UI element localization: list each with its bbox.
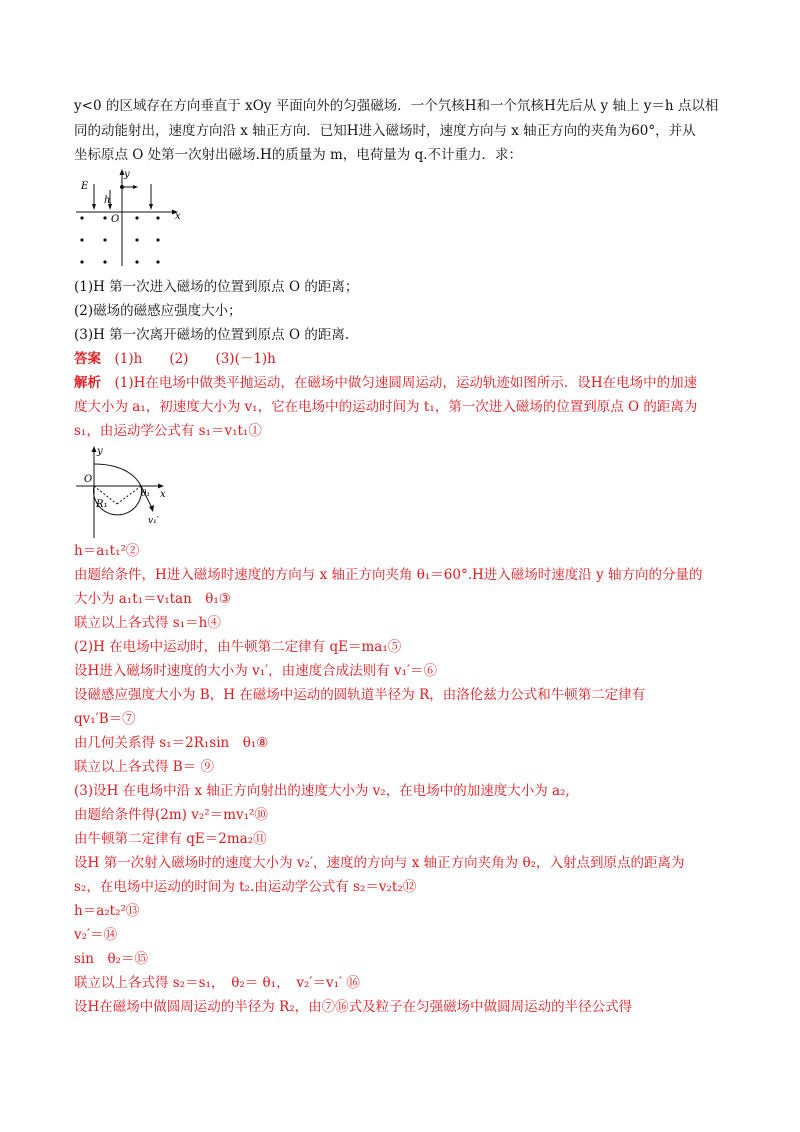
solution-line-2: 度大小为 a₁，初速度大小为 v₁，它在电场中的运动时间为 t₁，第一次进入磁场的位置到原点 O 的距离为: [74, 399, 698, 415]
solution-text-1: (1)H在电场中做类平抛运动，在磁场中做匀速圆周运动，运动轨迹如图所示．设H在电场中的加速: [114, 375, 698, 391]
velocity-label: v₁′: [148, 516, 159, 526]
solution-line: 大小为 a₁t₁＝v₁tan θ₁③: [74, 591, 231, 607]
y-axis-arrow: [92, 446, 97, 452]
solution-line: (2)H 在电场中运动时，由牛顿第二定律有 qE＝ma₁⑤: [74, 639, 402, 655]
solution-line: 设磁感应强度大小为 B，H 在磁场中运动的圆轨道半径为 R，由洛伦兹力公式和牛顿第二定律有: [74, 687, 646, 703]
radius-line-2: [117, 486, 141, 504]
x-label: x: [175, 211, 181, 222]
solution-line: h＝a₁t₁²②: [74, 543, 140, 559]
answer-line: [74, 350, 276, 368]
x-label: x: [160, 489, 166, 500]
field-arrow-1: [92, 204, 96, 210]
problem-line-3: 坐标原点 O 处第一次射出磁场.H的质量为 m，电荷量为 q.不计重力．求：: [74, 147, 523, 163]
solution-line: 联立以上各式得 s₂＝s₁， θ₂＝ θ₁， v₂′＝v₁′ ⑯: [74, 975, 360, 991]
solution-line: 设H进入磁场时速度的大小为 v₁′，由速度合成法则有 v₁′＝⑥: [74, 663, 438, 679]
answer-text: (1)h (2) (3)(－1)h: [114, 351, 276, 367]
solution-line: s₂，在电场中运动的时间为 t₂.由运动学公式有 s₂＝v₂t₂⑫: [74, 879, 417, 895]
field-diagram: [72, 166, 182, 270]
velocity-arrow: [133, 185, 138, 189]
solution-line: 设H在磁场中做圆周运动的半径为 R₂，由⑦⑯式及粒子在匀强磁场中做圆周运动的半径公式得: [74, 999, 633, 1015]
radius-label: R₁: [96, 499, 108, 510]
x-axis-arrow: [158, 484, 164, 489]
solution-line: qv₁′B＝⑦: [74, 711, 136, 727]
solution-line-3: s₁，由运动学公式有 s₁＝v₁t₁①: [74, 423, 262, 439]
question-2: (2)磁场的磁感应强度大小；: [74, 303, 242, 319]
trajectory-diagram: [72, 444, 172, 540]
e-label: E: [81, 181, 89, 192]
solution-line: 由牛顿第二定律有 qE＝2ma₂⑪: [74, 831, 267, 847]
velocity-arrow: [149, 505, 154, 512]
y-label: y: [124, 169, 130, 180]
question-1: (1)H 第一次进入磁场的位置到原点 O 的距离；: [74, 279, 359, 295]
solution-line: (3)设H 在电场中沿 x 轴正方向射出的速度大小为 v₂，在电场中的加速度大小为 a₂,: [74, 783, 570, 799]
solution-line: 设H 第一次射入磁场时的速度大小为 v₂′，速度的方向与 x 轴正方向夹角为 θ₂，入射点到原点的距离为: [74, 855, 685, 871]
solution-line: sin θ₂＝⑮: [74, 951, 148, 967]
solution-line: 由几何关系得 s₁＝2R₁sin θ₁⑧: [74, 735, 269, 751]
h-label: h: [104, 195, 111, 206]
o-label: O: [84, 474, 93, 485]
solution-line: 联立以上各式得 s₁＝h④: [74, 615, 221, 631]
question-3: (3)H 第一次离开磁场的位置到原点 O 的距离.: [74, 327, 350, 343]
o-label: O: [111, 214, 120, 225]
solution-line: 联立以上各式得 B＝ ⑨: [74, 759, 215, 775]
solution-line-1: [74, 374, 697, 392]
problem-line-2: 同的动能射出，速度方向沿 x 轴正方向．已知H进入磁场时，速度方向与 x 轴正方向的夹角为60°，并从: [74, 123, 696, 139]
magnetic-field-dots: [80, 216, 159, 263]
y-label: y: [97, 446, 103, 457]
problem-line-1: y<0 的区域存在方向垂直于 xOy 平面向外的匀强磁场．一个氕核H和一个氘核H先后从 y 轴上 y＝h 点以相: [74, 98, 719, 114]
launch-point: [120, 185, 124, 189]
solution-line: h＝a₂t₂²⑬: [74, 903, 140, 919]
theta-label: θ₁: [141, 489, 151, 499]
solution-line: 由题给条件，H进入磁场时速度的方向与 x 轴正方向夹角 θ₁＝60°.H进入磁场时速度沿 y 轴方向的分量的: [74, 567, 703, 583]
solution-label: 解析: [74, 375, 101, 391]
answer-label: 答案: [74, 351, 101, 367]
solution-line: v₂′＝⑭: [74, 927, 118, 943]
parabolic-path: [94, 464, 141, 486]
field-arrow-3: [149, 204, 153, 210]
solution-line: 由题给条件得(2m) v₂²＝mv₁²⑩: [74, 807, 268, 823]
